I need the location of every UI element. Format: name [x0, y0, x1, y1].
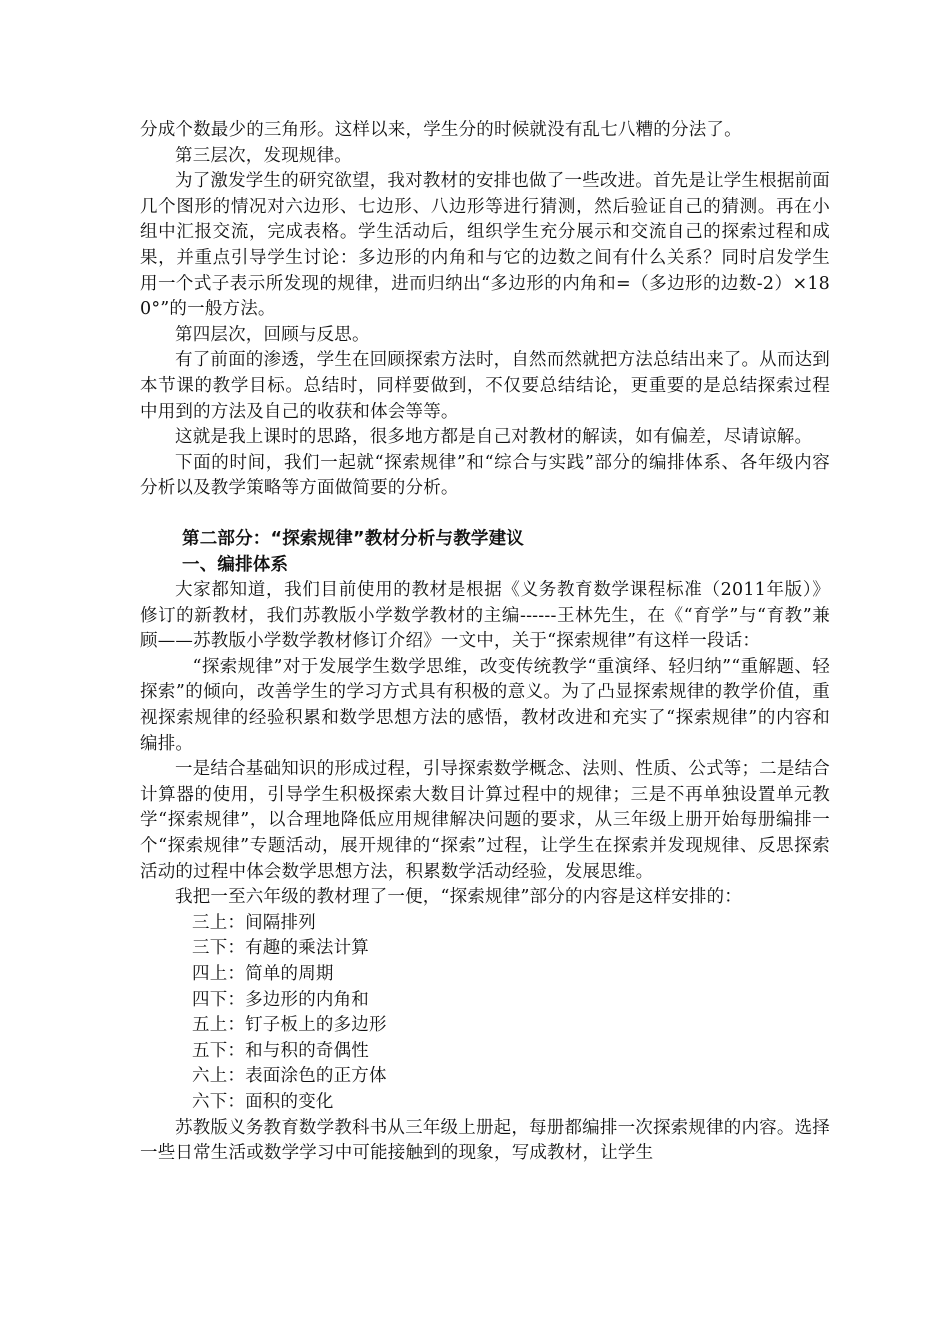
- list-item: 四下：多边形的内角和: [192, 989, 369, 1010]
- spacer: [140, 502, 830, 527]
- paragraph-quote: “探索规律”对于发展学生数学思维，改变传统教学“重演绎、轻归纳”“重解题、轻探索”的倾向，改善学生的学习方式具有积极的意义。为了凸显探索规律的教学价值，重视探索规律的经验积累和数学思想方法的感悟，教材改进和充实了“探索规律”的内容和编排。: [140, 656, 830, 754]
- paragraph: 分成个数最少的三角形。这样以来，学生分的时候就没有乱七八糟的分法了。: [140, 120, 742, 140]
- paragraph-points: 一是结合基础知识的形成过程，引导探索数学概念、法则、性质、公式等；二是结合计算器的使用，引导学生积极探索大数目计算过程中的规律；三是不再单独设置单元教学“探索规律”，以合理地降低应用规律解决问题的要求，从三年级上册开始每册编排一个“探索规律”专题活动，展开规律的“探索”过程，让学生在探索并发现规律、反思探索活动的过程中体会数学思想方法，积累数学活动经验，发展思维。: [140, 759, 830, 882]
- paragraph: 有了前面的渗透，学生在回顾探索方法时，自然而然就把方法总结出来了。从而达到本节课的教学目标。总结时，同样要做到，不仅要总结结论，更重要的是总结探索过程中用到的方法及自己的收获和体会等等。: [140, 350, 830, 422]
- level-three-heading: 第三层次，发现规律。: [175, 145, 352, 166]
- grade-list: [140, 911, 830, 1116]
- list-item: 三上：间隔排列: [192, 912, 316, 933]
- section-title: 第二部分：“探索规律”教材分析与教学建议: [182, 528, 525, 549]
- paragraph-intro: 大家都知道，我们目前使用的教材是根据《义务教育数学课程标准（2011年版）》修订的新教材，我们苏教版小学数学教材的主编------王林先生，在《“育学”与“育教”兼顾——苏教版小学数学教材修订介绍》一文中，关于“探索规律”有这样一段话：: [140, 580, 830, 652]
- list-item: 五上：钉子板上的多边形: [192, 1015, 387, 1036]
- subsection-title: 一、编排体系: [182, 554, 289, 575]
- list-item: 五下：和与积的奇偶性: [192, 1040, 369, 1061]
- list-item: 六下：面积的变化: [192, 1091, 334, 1112]
- list-item: 三下：有趣的乘法计算: [192, 938, 369, 959]
- paragraph: 为了激发学生的研究欲望，我对教材的安排也做了一些改进。首先是让学生根据前面几个图形的情况对六边形、七边形、八边形等进行猜测，然后验证自己的猜测。再在小组中汇报交流，完成表格。学生活动后，组织学生充分展示和交流自己的探索过程和成果，并重点引导学生讨论：多边形的内角和与它的边数之间有什么关系？同时启发学生用一个式子表示所发现的规律，进而归纳出“多边形的内角和=（多边形的边数-2）×180°”的一般方法。: [140, 171, 830, 320]
- paragraph: 下面的时间，我们一起就“探索规律”和“综合与实践”部分的编排体系、各年级内容分析以及教学策略等方面做简要的分析。: [140, 452, 830, 499]
- paragraph: 这就是我上课时的思路，很多地方都是自己对教材的解读，如有偏差，尽请谅解。: [175, 427, 813, 448]
- paragraph-list-intro: 我把一至六年级的教材理了一便，“探索规律”部分的内容是这样安排的：: [175, 887, 742, 908]
- list-item: 四上：简单的周期: [192, 964, 334, 984]
- level-four-heading: 第四层次，回顾与反思。: [175, 324, 370, 345]
- paragraph-closing: 苏教版义务教育数学教科书从三年级上册起，每册都编排一次探索规律的内容。选择一些日常生活或数学学习中可能接触到的现象，写成教材，让学生: [140, 1117, 830, 1164]
- list-item: 六上：表面涂色的正方体: [192, 1066, 387, 1087]
- document-page: [140, 118, 830, 1167]
